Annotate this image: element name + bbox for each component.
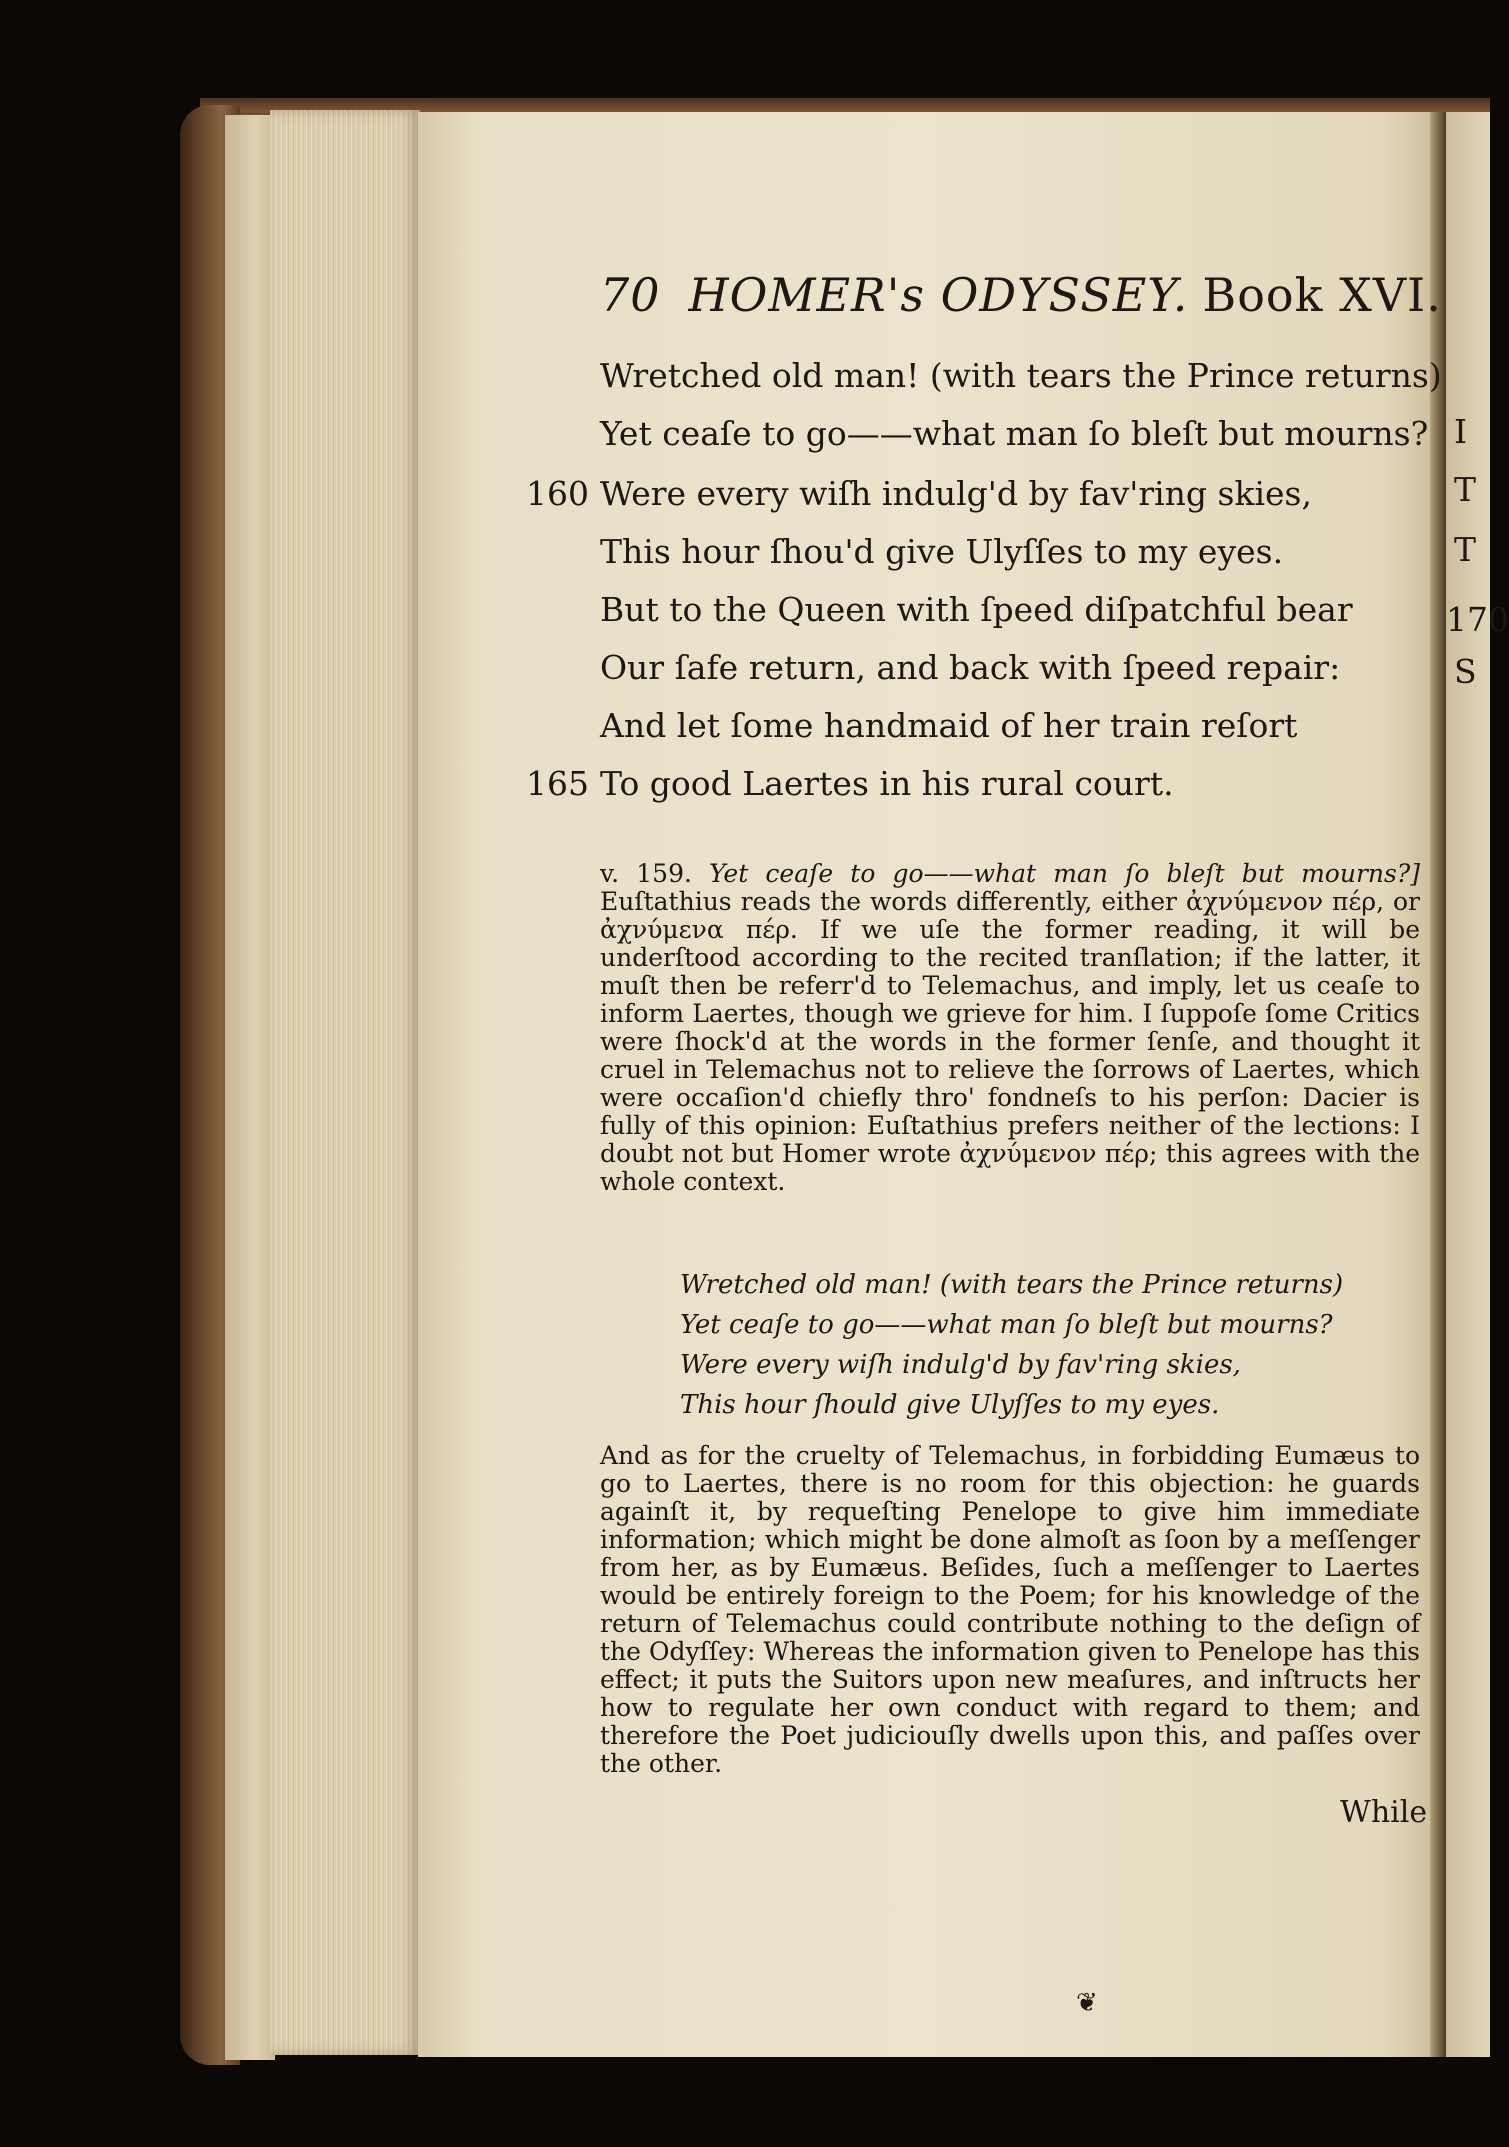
- quote-line: This hour ſhould give Ulyſſes to my eyes.: [680, 1390, 1220, 1420]
- facing-page-edge: [1446, 112, 1509, 2057]
- facing-page-fragment: I: [1454, 412, 1468, 451]
- quote-line: Yet ceaſe to go——what man ſo bleſt but mourns?: [680, 1310, 1333, 1340]
- verse-line: And let ſome handmaid of her train reſort: [600, 706, 1298, 745]
- facing-page-fragment: T: [1454, 470, 1477, 509]
- verse-line: This hour ſhou'd give Ulyſſes to my eyes.: [600, 532, 1284, 571]
- note-paragraph: Euſtathius reads the words differently, either ἀχνύμενον πέρ, or ἀχνύμενα πέρ. If we uſe the former reading, it will be underſtood according to the recited tranſlation; if the latter, it muſt then be referr'd to Telemachus, and imply, let us ceaſe to inform Laertes, though we grieve for him. I ſuppoſe ſome Critics were ſhock'd at the words in the former ſenſe, and thought it cruel in Telemachus not to relieve the ſorrows of Laertes, which were occaſion'd chiefly thro' fondneſs to his perſon: Dacier is fully of this opinion: Euſtathius prefers neither of the lections: I doubt not but Homer wrote ἀχνύμενον πέρ; this agrees with the whole context.: [600, 887, 1420, 1196]
- line-number: 160: [526, 474, 589, 513]
- facing-page-line-number: 170: [1446, 600, 1509, 639]
- verse-line: To good Laertes in his rural court.: [600, 764, 1174, 803]
- facing-page-fragment: S: [1454, 652, 1477, 691]
- verse-line: Were every wiſh indulg'd by fav'ring skies,: [600, 474, 1312, 513]
- facing-page-fragment: T: [1454, 530, 1477, 569]
- page-number: 70: [600, 268, 661, 322]
- running-header: [600, 268, 1442, 322]
- verse-line: Wretched old man! (with tears the Prince returns): [600, 356, 1442, 395]
- page-stack-edges: [270, 110, 420, 2055]
- running-title: HOMER's ODYSSEY.: [688, 268, 1189, 322]
- note-lemma: Yet ceaſe to go——what man ſo bleſt but mourns?]: [709, 859, 1420, 888]
- printers-ornament: ❦: [1076, 1988, 1098, 2018]
- commentary-note: [600, 860, 1420, 1196]
- book-number: Book XVI.: [1202, 268, 1442, 322]
- quote-line: Were every wiſh indulg'd by fav'ring skies,: [680, 1350, 1241, 1380]
- commentary-paragraph: And as for the cruelty of Telemachus, in forbidding Eumæus to go to Laertes, there is no room for this objection: he guards againſt it, by requeſting Penelope to give him immediate information; which might be done almoſt as ſoon by a meſſenger from her, as by Eumæus. Beſides, ſuch a meſſenger to Laertes would be entirely foreign to the Poem; for his knowledge of the return of Telemachus could contribute nothing to the deſign of the Odyſſey: Whereas the information given to Penelope has this effect; it puts the Suitors upon new meaſures, and inſtructs her how to regulate her own conduct with regard to them; and therefore the Poet judiciouſly dwells upon this, and paſſes over the other.: [600, 1441, 1420, 1778]
- flyleaf: [225, 115, 275, 2060]
- verse-line: But to the Queen with ſpeed diſpatchful bear: [600, 590, 1353, 629]
- verse-line: Our ſafe return, and back with ſpeed repair:: [600, 648, 1341, 687]
- note-reference: v. 159.: [600, 859, 692, 888]
- verse-line: Yet ceaſe to go——what man ſo bleſt but mourns?: [600, 414, 1429, 453]
- quote-line: Wretched old man! (with tears the Prince returns): [680, 1270, 1344, 1300]
- line-number: 165: [526, 764, 589, 803]
- catchword: While: [1340, 1795, 1428, 1830]
